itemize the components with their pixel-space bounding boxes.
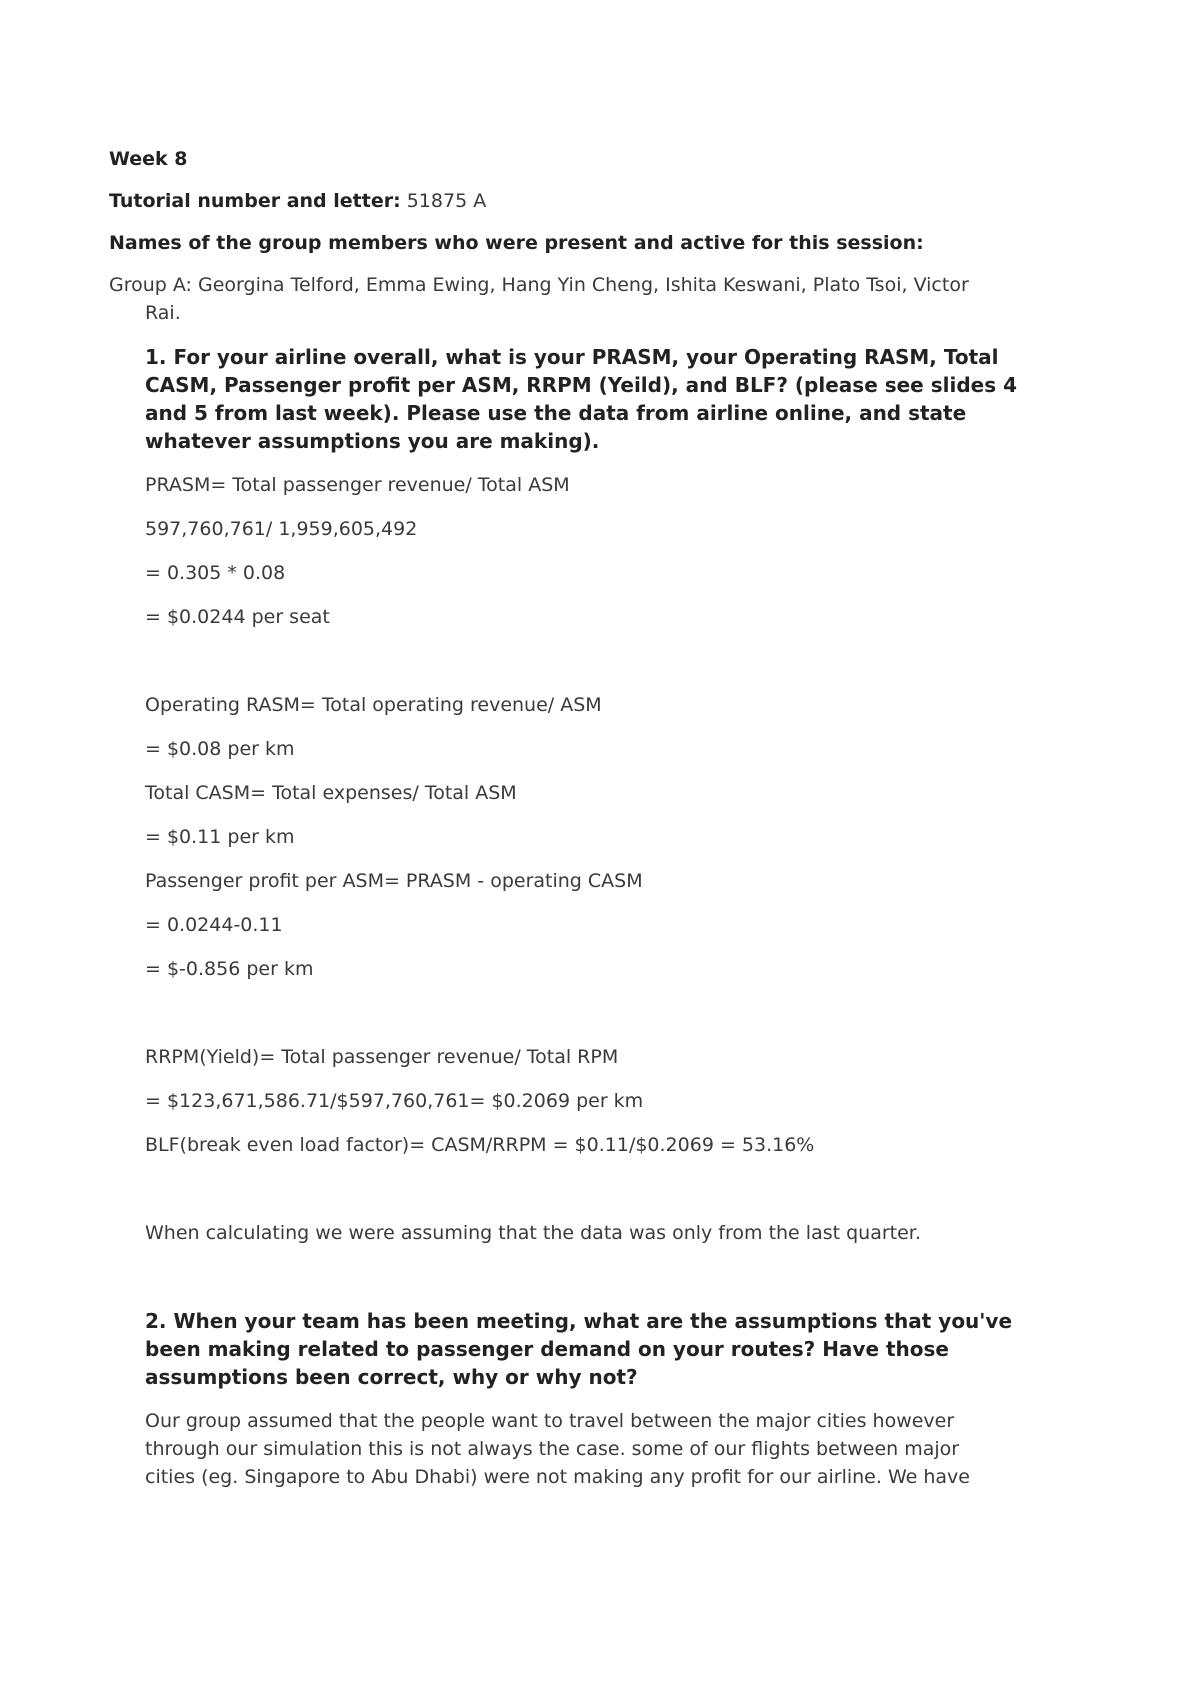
q2-answer-line: Our group assumed that the people want to travel between the major cities however [145,1410,955,1432]
q2-line-2: been making related to passenger demand on your routes? Have those [145,1337,949,1361]
q1-answer-line: = 0.0244-0.11 [145,914,283,936]
q1-answer-line: 597,760,761/ 1,959,605,492 [145,518,418,540]
q2-line-3: assumptions been correct, why or why not? [145,1365,638,1389]
q1-answer-line: Passenger profit per ASM= PRASM - operating CASM [145,870,643,892]
tutorial-value: 51875 A [406,190,487,212]
members-label: Names of the group members who were present and active for this session: [109,232,924,254]
q1-line-1: 1. For your airline overall, what is your PRASM, your Operating RASM, Total [145,345,999,369]
q1-line-3: and 5 from last week). Please use the data from airline online, and state [145,401,967,425]
q1-answer-line: = $0.08 per km [145,738,295,760]
tutorial-line [109,187,486,215]
group-line-1: Group A: Georgina Telford, Emma Ewing, Hang Yin Cheng, Ishita Keswani, Plato Tsoi, Victor [109,274,969,296]
q2-line-1: 2. When your team has been meeting, what are the assumptions that you've [145,1309,1013,1333]
q1-answer-line: Operating RASM= Total operating revenue/ ASM [145,694,602,716]
q1-answer-line: = $123,671,586.71/$597,760,761= $0.2069 per km [145,1090,644,1112]
q1-answer-line: = $0.11 per km [145,826,295,848]
q1-answer-line: PRASM= Total passenger revenue/ Total ASM [145,474,570,496]
q1-line-2: CASM, Passenger profit per ASM, RRPM (Yeild), and BLF? (please see slides 4 [145,373,1017,397]
q1-answer-line: = $0.0244 per seat [145,606,330,628]
q1-answer-line: = 0.305 * 0.08 [145,562,286,584]
q1-assumption-note: When calculating we were assuming that the data was only from the last quarter. [145,1222,921,1244]
q2-answer-line: through our simulation this is not always the case. some of our flights between major [145,1438,960,1460]
q2-answer-line: cities (eg. Singapore to Abu Dhabi) were not making any profit for our airline. We have [145,1466,970,1488]
q1-line-4: whatever assumptions you are making). [145,429,600,453]
q1-answer-line: = $-0.856 per km [145,958,314,980]
q1-answer-line: BLF(break even load factor)= CASM/RRPM = $0.11/$0.2069 = 53.16% [145,1134,815,1156]
group-line-2: Rai. [145,302,181,324]
tutorial-label: Tutorial number and letter: [109,190,401,212]
q1-answer-line: RRPM(Yield)= Total passenger revenue/ Total RPM [145,1046,619,1068]
q1-answer-line: Total CASM= Total expenses/ Total ASM [145,782,517,804]
week-heading: Week 8 [109,148,188,170]
